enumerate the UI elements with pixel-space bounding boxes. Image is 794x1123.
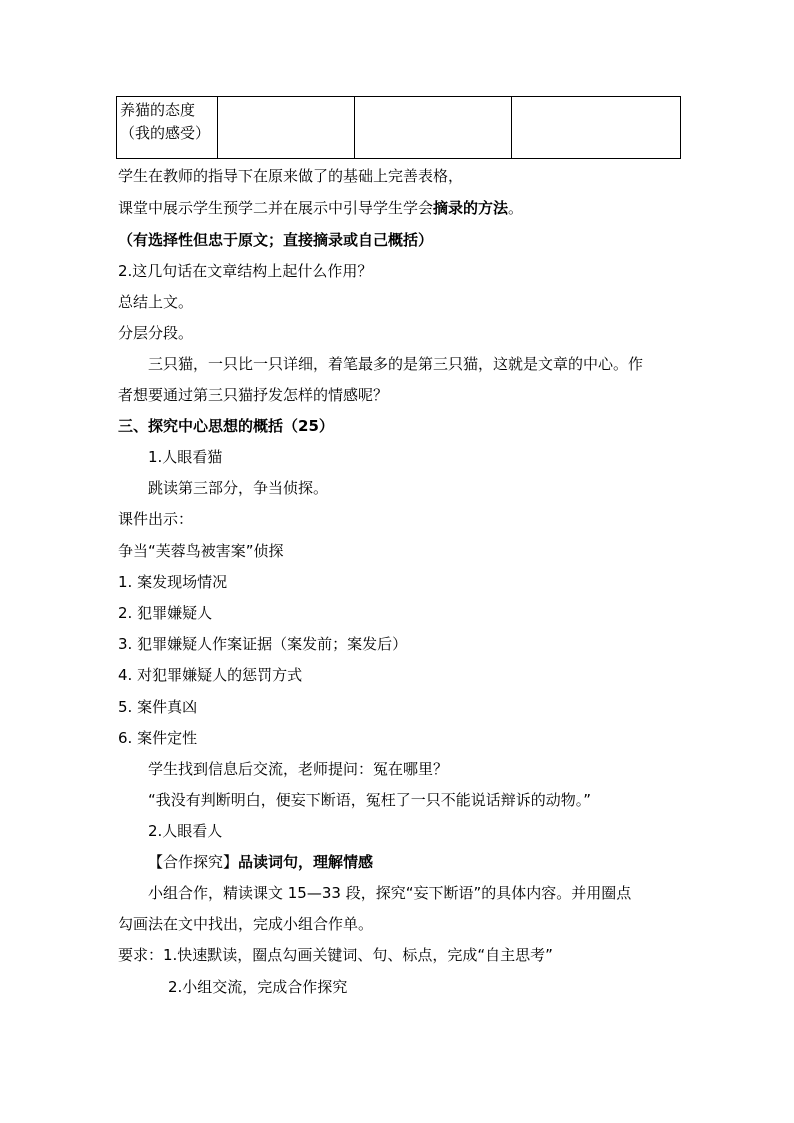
text-line: 2.小组交流，完成合作探究 — [168, 978, 348, 996]
text-line: 总结上文。 — [118, 293, 194, 311]
text-line: 跳读第三部分，争当侦探。 — [148, 479, 329, 497]
text-line: 三只猫，一只比一只详细，着笔最多的是第三只猫，这就是文章的中心。作 — [148, 355, 644, 373]
text-line: 要求：1.快速默读，圈点勾画关键词、句、标点，完成“自主思考” — [118, 946, 553, 964]
list-item: 6. 案件定性 — [118, 729, 198, 747]
list-item: 3. 犯罪嫌疑人作案证据（案发前；案发后） — [118, 635, 408, 653]
text-line: 者想要通过第三只猫抒发怎样的情感呢？ — [118, 386, 389, 404]
row-label-line1: 养猫的态度 — [120, 101, 196, 119]
quote-line: “我没有判断明白，便妄下断语，冤枉了一只不能说话辩诉的动物。” — [148, 791, 592, 809]
text-line — [118, 198, 523, 218]
table-cell — [218, 97, 355, 159]
table-row — [117, 97, 681, 159]
text-line: 学生在教师的指导下在原来做了的基础上完善表格， — [118, 167, 464, 185]
row-label-cell — [117, 97, 218, 159]
text-line: 课件出示： — [118, 510, 194, 528]
list-item: 2. 犯罪嫌疑人 — [118, 604, 213, 622]
text-line: 分层分段。 — [118, 324, 194, 342]
text-span: 课堂中展示学生预学二并在展示中引导学生学会 — [118, 199, 434, 217]
table-cell — [512, 97, 681, 159]
text-line: 2.人眼看人 — [148, 822, 223, 840]
list-item: 1. 案发现场情况 — [118, 573, 228, 591]
text-line: 学生找到信息后交流，老师提问：冤在哪里？ — [148, 760, 449, 778]
attitude-table — [116, 96, 681, 159]
text-span: 【合作探究】 — [148, 853, 239, 871]
bold-span: 摘录的方法 — [433, 199, 509, 217]
row-label-line2: （我的感受） — [120, 124, 211, 142]
text-line: 2.这几句话在文章结构上起什么作用？ — [118, 262, 373, 280]
bold-span: 品读词句，理解情感 — [238, 853, 374, 871]
list-item: 4. 对犯罪嫌疑人的惩罚方式 — [118, 666, 303, 684]
list-item: 5. 案件真凶 — [118, 698, 198, 716]
bold-line: （有选择性但忠于原文；直接摘录或自己概括） — [118, 231, 434, 249]
text-line: 1.人眼看猫 — [148, 448, 223, 466]
text-line: 勾画法在文中找出，完成小组合作单。 — [118, 915, 374, 933]
text-line — [148, 852, 373, 872]
text-line: 小组合作，精读课文 15—33 段，探究“妄下断语”的具体内容。并用圈点 — [148, 884, 632, 902]
section-heading: 三、探究中心思想的概括（25） — [118, 417, 334, 435]
text-span: 。 — [508, 199, 524, 217]
text-line: 争当“芙蓉鸟被害案”侦探 — [118, 542, 284, 560]
table-cell — [355, 97, 512, 159]
